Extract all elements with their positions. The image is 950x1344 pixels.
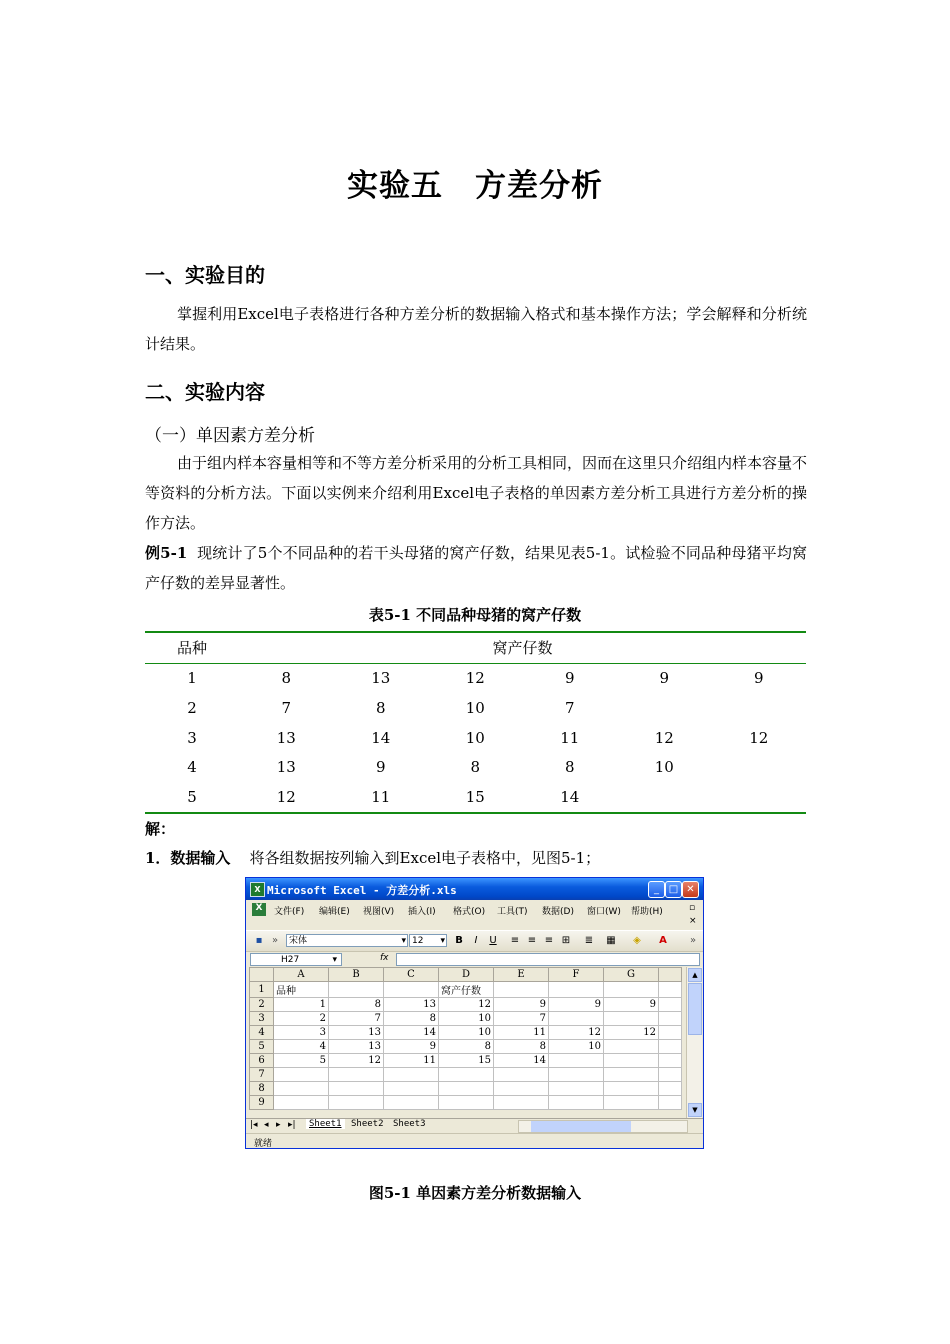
font-name-box[interactable] [286,934,408,947]
example-paragraph [145,538,807,598]
italic-icon[interactable]: I [474,935,478,946]
namebox-dropdown-icon[interactable]: ▾ [332,955,337,965]
breed-cell: 1 [187,669,197,688]
sheet-cell[interactable]: 10 [439,1026,494,1040]
sheet-cell[interactable]: 14 [494,1054,549,1068]
align-left-icon[interactable]: ≡ [510,935,520,946]
sheet-cell[interactable]: 13 [329,1040,384,1054]
align-center-icon[interactable]: ≡ [527,935,537,946]
value-cell: 14 [523,782,618,813]
value-cell [617,782,712,813]
name-box-value: H27 [281,955,300,965]
value-cell: 15 [428,782,523,813]
menu-tools[interactable]: 工具(T) [497,907,528,917]
sheet-cell[interactable] [329,1068,384,1082]
sheet-cell[interactable] [439,1082,494,1096]
column-header[interactable]: C [384,968,439,982]
sheet-cell[interactable] [329,1082,384,1096]
header-litter: 窝产仔数 [239,632,806,663]
menu-data[interactable]: 数据(D) [542,907,574,917]
value-cell: 7 [281,698,292,717]
toolbar-options-icon[interactable]: » [271,935,279,946]
value-cell: 8 [470,758,481,777]
sheet-cell[interactable]: 10 [439,1012,494,1026]
value-cell: 9 [659,669,670,688]
sheet-cell[interactable]: 9 [384,1040,439,1054]
sheet-cell[interactable] [549,1012,604,1026]
sheet-cell[interactable] [549,1096,604,1110]
excel-titlebar [246,878,703,900]
sheet-cell[interactable]: 2 [274,1012,329,1026]
column-header[interactable]: F [549,968,604,982]
sheet-cell[interactable] [604,1082,659,1096]
section-heading-content: 二、实验内容 [145,380,265,404]
sheet-cell[interactable]: 4 [274,1040,329,1054]
restore-doc-icon[interactable]: ▫ [689,903,696,913]
column-header[interactable]: A [274,968,329,982]
formula-input[interactable] [396,953,700,966]
spreadsheet-grid[interactable] [249,967,682,1110]
merge-center-icon[interactable]: ⊞ [561,935,571,946]
sheet-cell[interactable] [329,982,384,998]
close-doc-icon[interactable]: × [689,916,697,926]
sheet-cell[interactable] [274,1068,329,1082]
sheet-row [250,1040,682,1054]
subsection-heading: （一）单因素方差分析 [145,426,315,446]
data-table [145,631,806,814]
status-text: 就绪 [254,1139,273,1149]
row-header[interactable]: 4 [250,1026,274,1040]
sheet-cell[interactable] [274,1082,329,1096]
font-size-value: 12 [412,936,424,946]
row-header[interactable]: 1 [250,982,274,998]
tab-next-icon[interactable]: ▸ [276,1120,281,1130]
status-bar [246,1133,703,1149]
sheet-cell[interactable]: 14 [384,1026,439,1040]
hscroll-thumb[interactable] [531,1121,631,1132]
sheet-tabs-bar [246,1118,703,1133]
column-header[interactable]: E [494,968,549,982]
example-text: 现统计了5个不同品种的若干头母猪的窝产仔数，结果见表5-1。试检验不同品种母猪平均窝产仔数的差异显著性。 [145,544,807,592]
breed-cell: 3 [187,728,197,747]
value-cell: 13 [371,669,391,688]
example-label: 例5-1 [145,544,188,562]
excel-menubar [246,900,703,928]
value-cell: 9 [753,669,764,688]
sheet-cell[interactable] [659,1082,682,1096]
sheet-cell[interactable] [494,982,549,998]
column-header[interactable] [659,968,682,982]
excel-window [245,877,704,1149]
sheet-cell[interactable]: 11 [494,1026,549,1040]
sheet-cell[interactable]: 13 [384,998,439,1012]
excel-app-icon: X [250,882,265,897]
solution-label: 解： [145,820,176,838]
sheet-cell[interactable]: 品种 [274,982,329,998]
page-title: 实验五 方差分析 [347,168,603,204]
breed-cell: 5 [145,782,239,813]
sheet-cell[interactable] [549,982,604,998]
sheet-cell[interactable] [439,1068,494,1082]
sheet-cell[interactable]: 9 [549,998,604,1012]
row-header[interactable]: 2 [250,998,274,1012]
fx-icon[interactable]: fx [380,953,389,963]
close-icon[interactable]: ✕ [682,881,699,898]
sheet-cell[interactable] [549,1082,604,1096]
table-row [145,723,806,753]
tab-last-icon[interactable]: ▸| [288,1120,296,1130]
step1-text: 将各组数据按列输入到Excel电子表格中，见图5-1； [249,849,601,867]
sheet-cell[interactable]: 9 [494,998,549,1012]
menu-insert[interactable]: 插入(I) [408,907,436,917]
minimize-icon[interactable]: _ [648,881,665,898]
row-header[interactable]: 9 [250,1096,274,1110]
value-cell: 8 [564,758,575,777]
breed-cell: 2 [187,698,197,717]
table-row [145,663,806,693]
menu-edit[interactable]: 编辑(E) [319,907,350,917]
menu-help[interactable]: 帮助(H) [631,907,663,917]
scroll-up-icon[interactable]: ▲ [688,968,702,982]
sheet-row [250,998,682,1012]
sheet-cell[interactable] [659,1096,682,1110]
value-cell: 11 [560,728,580,747]
sheet-cell[interactable] [659,998,682,1012]
table-header-row [145,632,806,663]
menu-window[interactable]: 窗口(W) [587,907,621,917]
sheet-cell[interactable] [384,1082,439,1096]
tab-sheet3[interactable]: Sheet3 [393,1119,426,1129]
sheet-cell[interactable] [549,1054,604,1068]
sheet-cell[interactable] [494,1068,549,1082]
sheet-cell[interactable]: 8 [439,1040,494,1054]
sheet-cell[interactable]: 7 [494,1012,549,1026]
font-dropdown-icon[interactable]: ▾ [401,936,406,946]
sheet-cell[interactable]: 13 [329,1026,384,1040]
sheet-cell[interactable] [659,1040,682,1054]
workbook-icon[interactable]: X [252,903,266,916]
menu-format[interactable]: 格式(O) [453,907,486,917]
table-row [145,752,806,782]
sheet-cell[interactable] [659,1054,682,1068]
section-heading-purpose: 一、实验目的 [145,263,265,287]
indent-icon[interactable]: ≣ [584,935,594,946]
purpose-text: 掌握利用Excel电子表格进行各种方差分析的数据输入格式和基本操作方法；学会解释和分析统计结果。 [145,305,807,353]
font-color-icon[interactable]: A [659,935,667,946]
figure-caption: 图5-1 单因素方差分析数据输入 [368,1184,582,1202]
sheet-row [250,1012,682,1026]
sheet-row [250,1026,682,1040]
menu-file[interactable]: 文件(F) [274,907,305,917]
sheet-cell[interactable] [494,1096,549,1110]
value-cell [712,693,807,723]
value-cell [712,782,807,813]
header-breed: 品种 [145,632,239,663]
value-cell: 10 [465,728,485,747]
value-cell: 12 [239,782,334,813]
font-name-value: 宋体 [289,936,308,946]
value-cell: 14 [371,728,391,747]
value-cell: 8 [281,669,292,688]
sheet-cell[interactable]: 12 [329,1054,384,1068]
column-header-row [250,968,682,982]
row-header[interactable]: 8 [250,1082,274,1096]
row-header[interactable]: 7 [250,1068,274,1082]
select-all-corner[interactable] [250,968,274,982]
sheet-cell[interactable] [439,1096,494,1110]
sheet-cell[interactable]: 8 [329,998,384,1012]
sheet-cell[interactable] [604,1096,659,1110]
sheet-row [250,1082,682,1096]
formula-bar [246,952,703,967]
value-cell: 10 [654,758,674,777]
value-cell: 10 [465,698,485,717]
value-cell: 12 [654,728,674,747]
formatting-toolbar [246,930,703,952]
sheet-cell[interactable]: 3 [274,1026,329,1040]
sheet-cell[interactable] [604,1012,659,1026]
sheet-cell[interactable] [659,1068,682,1082]
value-cell: 8 [375,698,386,717]
row-header[interactable]: 3 [250,1012,274,1026]
sheet-cell[interactable] [384,1068,439,1082]
sheet-cell[interactable] [659,982,682,998]
table-row [145,693,806,723]
value-cell: 13 [276,728,296,747]
maximize-icon[interactable]: □ [665,881,682,898]
step1-label: 1．数据输入 [145,849,231,867]
name-box[interactable] [250,953,342,966]
column-header[interactable]: G [604,968,659,982]
excel-window-title: Microsoft Excel - 方差分析.xls [267,884,457,897]
sheet-cell[interactable] [604,1040,659,1054]
column-header[interactable]: B [329,968,384,982]
sheet-cell[interactable]: 5 [274,1054,329,1068]
row-header[interactable]: 6 [250,1054,274,1068]
vertical-scrollbar[interactable] [686,967,702,1119]
tab-first-icon[interactable]: |◂ [250,1120,258,1130]
save-icon[interactable]: ▪ [255,935,263,946]
sheet-cell[interactable]: 9 [604,998,659,1012]
breed-cell: 4 [187,758,197,777]
sheet-cell[interactable] [494,1082,549,1096]
sheet-row [250,1054,682,1068]
sheet-cell[interactable]: 7 [329,1012,384,1026]
scroll-down-icon[interactable]: ▼ [688,1103,702,1117]
sheet-cell[interactable] [329,1096,384,1110]
align-right-icon[interactable]: ≡ [544,935,554,946]
sheet-cell[interactable] [659,1026,682,1040]
sheet-row [250,1096,682,1110]
sheet-cell[interactable]: 8 [384,1012,439,1026]
sheet-cell[interactable]: 11 [384,1054,439,1068]
value-cell [712,752,807,782]
sheet-cell[interactable]: 15 [439,1054,494,1068]
value-cell: 12 [465,669,485,688]
sheet-cell[interactable]: 8 [494,1040,549,1054]
sheet-cell[interactable] [384,1096,439,1110]
menu-view[interactable]: 视图(V) [363,907,395,917]
font-size-box[interactable] [409,934,447,947]
value-cell [617,693,712,723]
value-cell: 9 [375,758,386,777]
column-header[interactable]: D [439,968,494,982]
sheet-cell[interactable] [604,982,659,998]
sheet-cell[interactable]: 1 [274,998,329,1012]
fill-color-icon[interactable]: ◈ [633,935,641,946]
sheet-cell[interactable]: 窝产仔数 [439,982,494,998]
toolbar-more-icon[interactable]: » [689,935,697,946]
sheet-cell[interactable] [384,982,439,998]
size-dropdown-icon[interactable]: ▾ [440,936,445,946]
value-cell: 9 [564,669,575,688]
step1-paragraph [145,843,807,873]
row-header[interactable]: 5 [250,1040,274,1054]
value-cell: 13 [276,758,296,777]
tab-sheet2[interactable]: Sheet2 [351,1119,384,1129]
sheet-cell[interactable]: 12 [604,1026,659,1040]
tab-sheet1[interactable]: Sheet1 [306,1119,345,1129]
sheet-cell[interactable] [604,1068,659,1082]
value-cell: 12 [749,728,769,747]
sheet-row [250,982,682,998]
sheet-row [250,1068,682,1082]
sheet-cell[interactable]: 12 [549,1026,604,1040]
sheet-cell[interactable] [274,1096,329,1110]
value-cell: 11 [334,782,429,813]
horizontal-scrollbar[interactable] [518,1120,688,1133]
underline-icon[interactable]: U [489,935,497,946]
sheet-cell[interactable] [659,1012,682,1026]
sheet-cell[interactable] [549,1068,604,1082]
tab-prev-icon[interactable]: ◂ [264,1120,269,1130]
sheet-cell[interactable]: 12 [439,998,494,1012]
value-cell: 7 [564,698,575,717]
table-caption: 表5-1 不同品种母猪的窝产仔数 [368,606,582,624]
bold-icon[interactable]: B [455,935,463,946]
scroll-thumb[interactable] [688,983,702,1035]
intro-paragraph: 由于组内样本容量相等和不等方差分析采用的分析工具相同，因而在这里只介绍组内样本容量不等资料的分析方法。下面以实例来介绍利用Excel电子表格的单因素方差分析工具进行方差分析的操作方法。 [145,454,808,532]
sheet-cell[interactable] [604,1054,659,1068]
sheet-cell[interactable]: 10 [549,1040,604,1054]
table-row [145,782,806,813]
borders-icon[interactable]: ▦ [606,935,616,946]
